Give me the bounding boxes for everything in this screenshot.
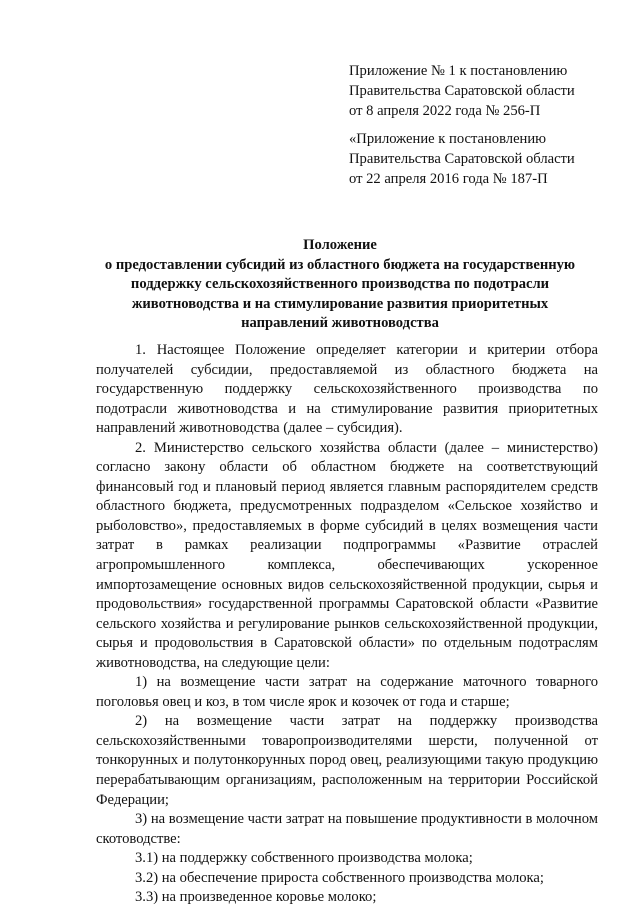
appendix-line: от 8 апреля 2022 года № 256-П <box>349 103 541 119</box>
title-line: о предоставлении субсидий из областного бюджета на государственную <box>104 256 576 273</box>
appendix-line: Правительства Саратовской области <box>349 83 575 99</box>
appendix-line: Приложение № 1 к постановлению <box>349 63 568 79</box>
appendix-current-resolution <box>349 61 609 121</box>
title-line: Положение <box>303 237 377 253</box>
list-item-1: 1) на возмещение части затрат на содержание маточного товарного поголовья овец и коз, в том числе ярок и козочек от года и старше; <box>96 674 598 710</box>
appendix-original-resolution <box>349 129 609 189</box>
list-item-3-3: 3.3) на произведенное коровье молоко; <box>135 889 377 906</box>
paragraph-1: 1. Настоящее Положение определяет категории и критерии отбора получателей субсидии, предоставляемой из областного бюджета на государственную поддержку сельскохозяйственного производства по подотрасли животноводства и на стимулирование развития приоритетных направлений животноводства (далее – субсидия). <box>96 342 598 437</box>
list-item-3: 3) на возмещение части затрат на повышение продуктивности в молочном скотоводстве: <box>96 811 598 847</box>
title-line: поддержку сельскохозяйственного производства по подотрасли <box>130 276 550 292</box>
paragraph-2: 2. Министерство сельского хозяйства области (далее – министерство) согласно закону области об областном бюджете на соответствующий финансовый год и плановый период является главным распорядителем средств областного бюджета, предусмотренных подразделом «Сельское хозяйство и рыболовство», предоставляемых в форме субсидий в целях возмещения части затрат в рамках реализации подпрограммы «Развитие отраслей агропромышленного комплекса, обеспечивающих ускоренное импортозамещение основных видов сельскохозяйственной продукции, сырья и продовольствия» государственной программы Саратовской области «Развитие сельского хозяйства и регулирование рынков сельскохозяйственной продукции, сырья и продовольствия в Саратовской области» по отдельным подотраслям животноводства, на следующие цели: <box>96 439 598 671</box>
appendix-line: «Приложение к постановлению <box>349 131 547 147</box>
document-body <box>96 341 598 908</box>
list-item-2: 2) на возмещение части затрат на поддержку производства сельскохозяйственными товаропроизводителями шерсти, полученной от тонкорунных и полутонкорунных пород овец, реализующими такую продукцию перерабатывающим организациям, расположенным на территории Российской Федерации; <box>96 713 598 808</box>
document-title <box>90 236 590 334</box>
list-item-3-2: 3.2) на обеспечение прироста собственного производства молока; <box>135 869 544 886</box>
appendix-line: от 22 апреля 2016 года № 187-П <box>349 171 548 187</box>
title-line: животноводства и на стимулирование развития приоритетных <box>131 295 549 312</box>
appendix-line: Правительства Саратовской области <box>349 151 575 167</box>
title-line: направлений животноводства <box>241 315 439 331</box>
list-item-3-1: 3.1) на поддержку собственного производства молока; <box>135 850 473 867</box>
